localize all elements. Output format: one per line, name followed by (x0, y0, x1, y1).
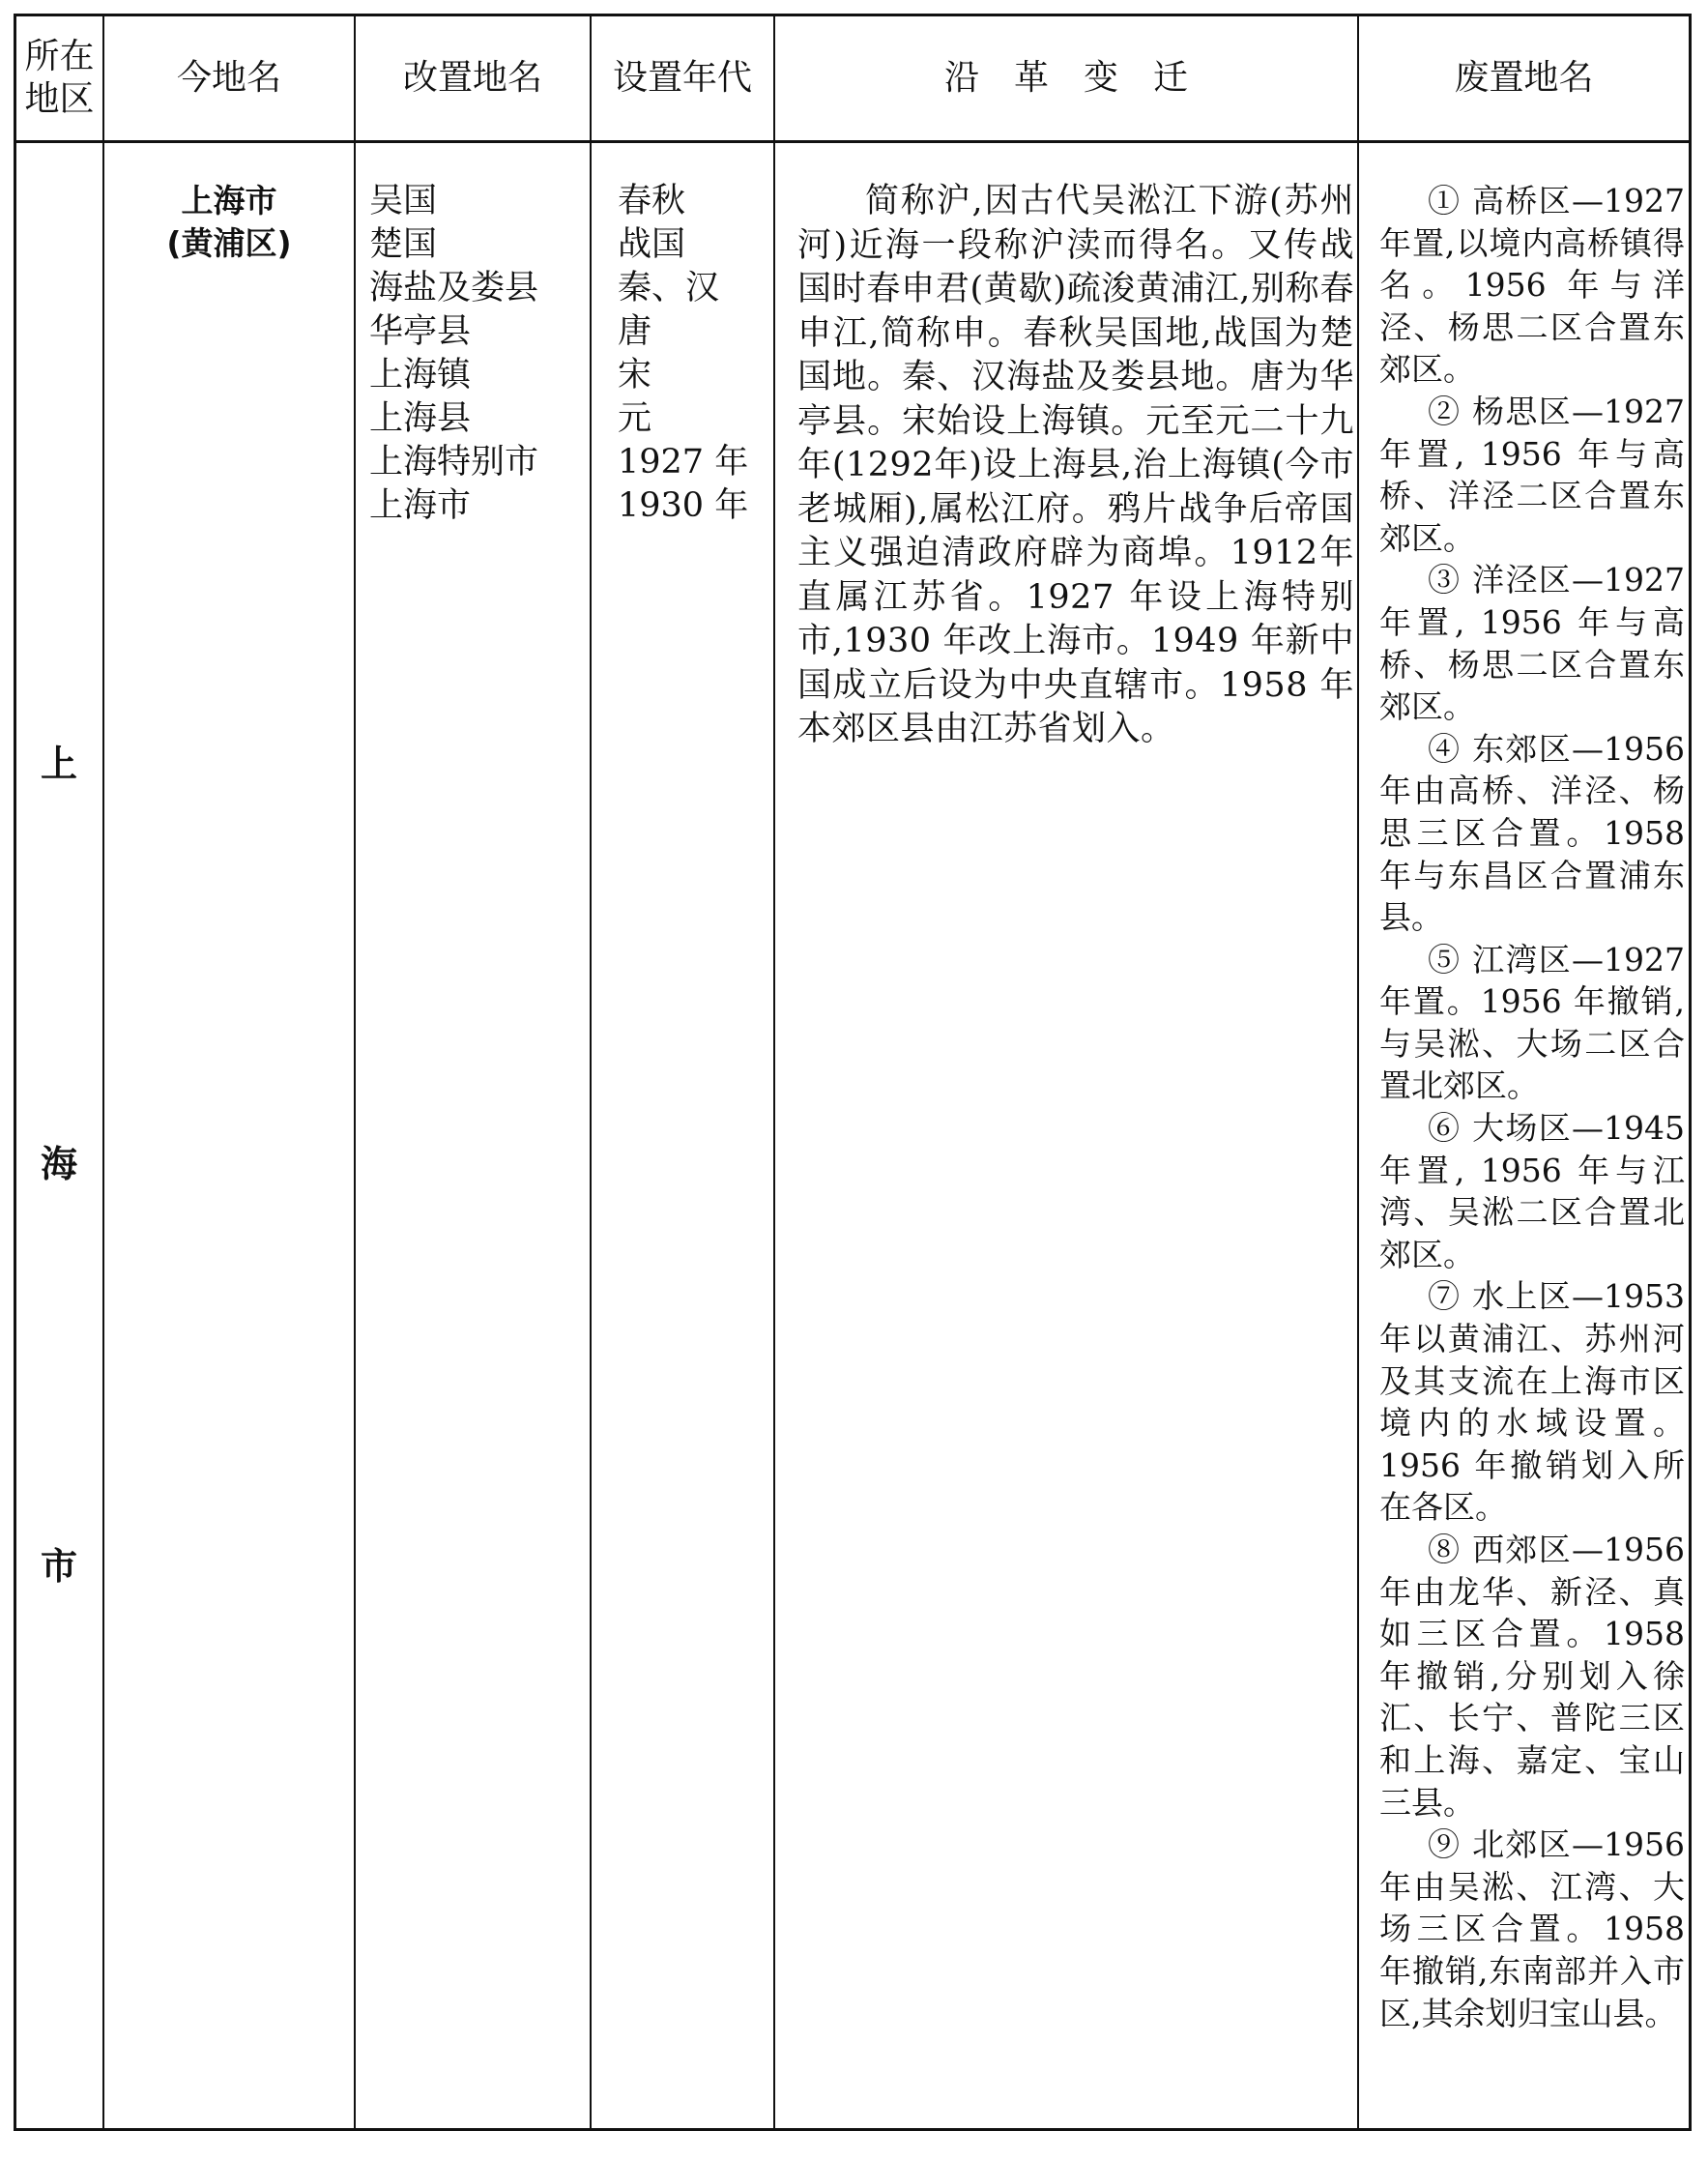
abolished-entry: ⑦ 水上区—1953 年以黄浦江、苏州河及其支流在上海市区境内的水域设置。1956 年撤销划入所在各区。 (1379, 1277, 1685, 1527)
list-item: 1927 年 (618, 443, 749, 482)
abolished-entry: ② 杨思区—1927 年置, 1956 年与高桥、洋泾二区合置东郊区。 (1379, 392, 1685, 557)
header-region (16, 16, 102, 140)
renamed-list (369, 143, 590, 528)
column-divider (102, 16, 104, 2128)
list-item: 秦、汉 (618, 269, 720, 307)
header-region-line2: 地区 (24, 79, 95, 119)
list-item: 华亭县 (369, 312, 472, 351)
abolished-entry: ⑨ 北郊区—1956 年由吴淞、江湾、大场三区合置。1958 年撤销,东南部并入市区,其余划归宝山县。 (1379, 1825, 1685, 2032)
header-abolished: 废置地名 (1454, 58, 1594, 98)
list-item: 战国 (618, 225, 686, 264)
region-char: 市 (40, 1545, 77, 1588)
region-char: 上 (40, 743, 77, 785)
abolished-entry: ⑧ 西郊区—1956 年由龙华、新泾、真如三区合置。1958 年撤销,分别划入徐汇、长宁、普陀三区和上海、嘉定、宝山三县。 (1379, 1531, 1685, 1822)
abolished-entry: ⑤ 江湾区—1927 年置。1956 年撤销,与吴淞、大场二区合置北郊区。 (1379, 940, 1685, 1105)
list-item: 上海镇 (369, 356, 472, 394)
header-current-name: 今地名 (176, 58, 281, 98)
abolished-cell (1379, 143, 1685, 2034)
column-divider (773, 16, 775, 2128)
list-item: 唐 (618, 312, 652, 351)
history-text: 简称沪,因古代吴淞江下游(苏州河)近海一段称沪渎而得名。又传战国时春申君(黄歇)疏浚黄浦江,别称春申江,简称申。春秋吴国地,战国为楚国地。秦、汉海盐及娄县地。唐为华亭县。宋始设上海镇。元至元二十九年(1292年)设上海县,治上海镇(今市老城厢),属松江府。鸦片战争后帝国主义强迫清政府辟为商埠。1912年直属江苏省。1927 年设上海特别市,1930 年改上海市。1949 年新中国成立后设为中央直辖市。1958 年本郊区县由江苏省划入。 (797, 182, 1354, 748)
abolished-entry: ④ 东郊区—1956 年由高桥、洋泾、杨思三区合置。1958 年与东昌区合置浦东县。 (1379, 729, 1685, 937)
header-history: 沿 革 变 迁 (943, 58, 1188, 98)
current-name: 上海市 (181, 182, 277, 219)
header-renamed: 改置地名 (402, 58, 542, 98)
list-item: 春秋 (618, 182, 686, 220)
list-item: 上海市 (369, 486, 472, 525)
header-period: 设置年代 (612, 58, 752, 98)
current-name-cell (105, 143, 353, 265)
header-region-line1: 所在 (24, 37, 95, 76)
column-divider (354, 16, 356, 2128)
region-char: 海 (40, 1143, 77, 1185)
list-item: 1930 年 (618, 486, 749, 525)
gazetteer-table (14, 14, 1692, 2131)
list-item: 海盐及娄县 (369, 269, 539, 307)
column-divider (1357, 16, 1359, 2128)
list-item: 楚国 (369, 225, 438, 264)
list-item: 元 (618, 399, 652, 438)
list-item: 吴国 (369, 182, 438, 220)
list-item: 上海特别市 (369, 443, 539, 482)
period-list (618, 143, 772, 528)
column-divider (590, 16, 592, 2128)
current-name-note: (黄浦区) (166, 224, 292, 262)
history-cell (797, 143, 1354, 752)
abolished-entry: ③ 洋泾区—1927 年置, 1956 年与高桥、杨思二区合置东郊区。 (1379, 561, 1685, 726)
abolished-entry: ① 高桥区—1927 年置,以境内高桥镇得名。1956 年与洋泾、杨思二区合置东郊区。 (1379, 182, 1685, 389)
abolished-entry: ⑥ 大场区—1945 年置, 1956 年与江湾、吴淞二区合置北郊区。 (1379, 1109, 1685, 1273)
list-item: 宋 (618, 356, 652, 394)
list-item: 上海县 (369, 399, 472, 438)
